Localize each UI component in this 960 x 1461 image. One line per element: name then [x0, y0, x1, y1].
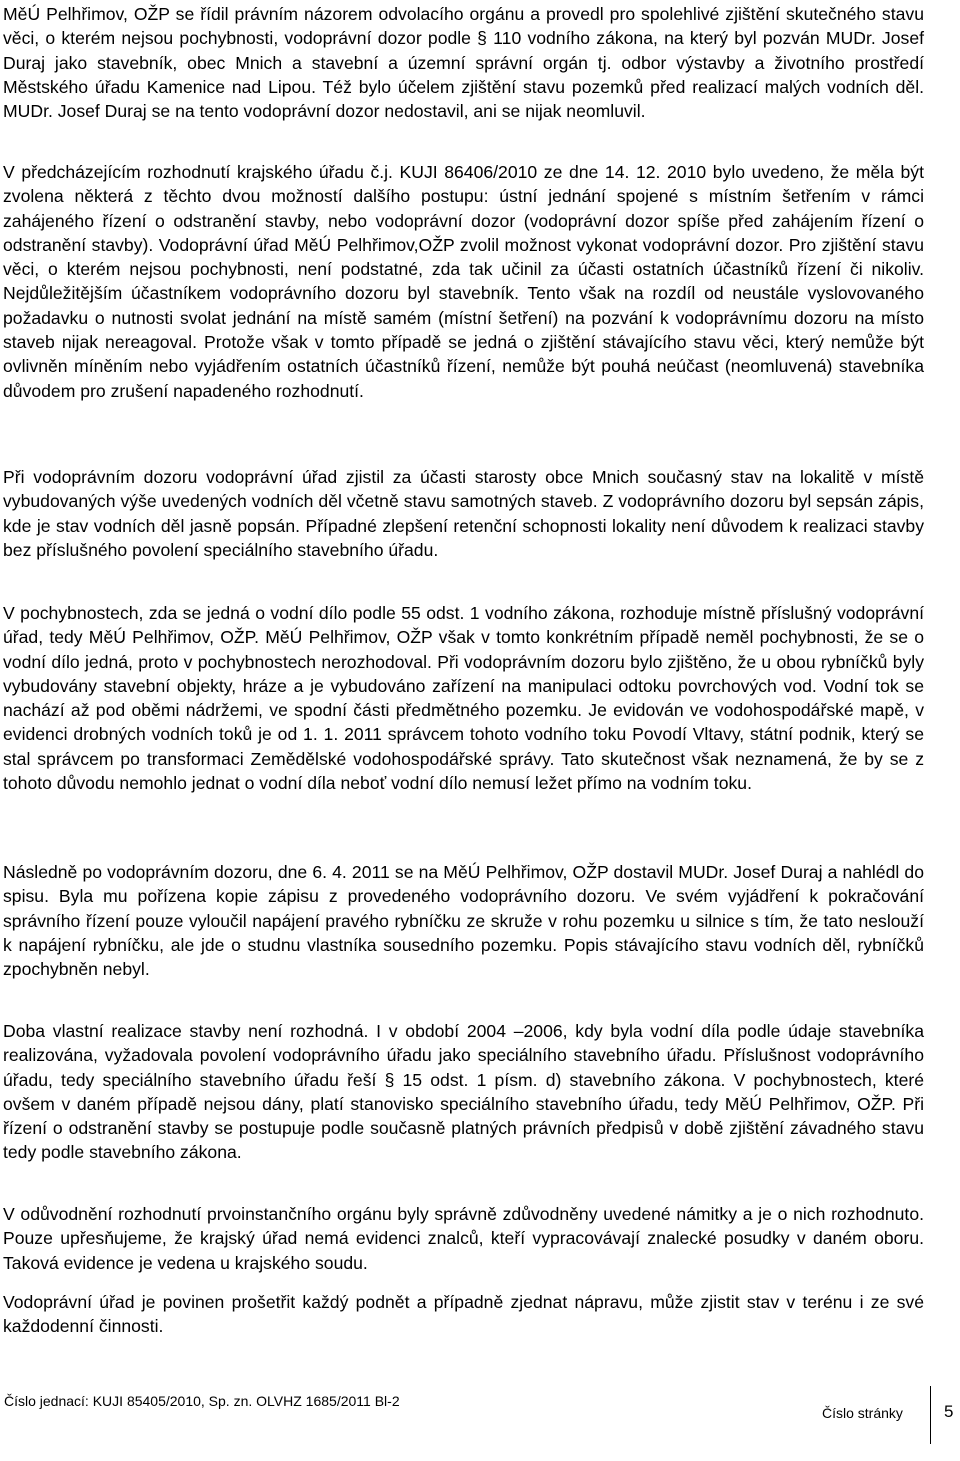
footer-page-number: 5 [944, 1402, 954, 1421]
footer-divider [930, 1386, 931, 1444]
footer-page-label: Číslo stránky [822, 1405, 903, 1421]
paragraph-1: MěÚ Pelhřimov, OŽP se řídil právním názorem odvolacího orgánu a provedl pro spolehlivé zjištění skutečného stavu věci, o kterém nejsou pochybnosti, vodoprávní dozor podle § 110 vodního zákona, na který byl pozván MUDr. Josef Duraj jako stavebník, obec Mnich a stavební a územní správní orgán tj. odbor výstavby a životního prostředí Městského úřadu Kamenice nad Lipou. Též bylo účelem zjištění stavu pozemků před realizací malých vodních děl. MUDr. Josef Duraj se na tento vodoprávní dozor nedostavil, ani se nijak neomluvil. [3, 4, 924, 122]
paragraph-3: Při vodoprávním dozoru vodoprávní úřad zjistil za účasti starosty obce Mnich současný stav na lokalitě v místě vybudovaných výše uvedených vodních děl včetně stavu samotných staveb. Z vodoprávního dozoru byl sepsán zápis, kde je stav vodních děl jasně popsán. Případné zlepšení retenční schopnosti lokality není důvodem k realizaci stavby bez příslušného povolení speciálního stavebního úřadu. [3, 467, 924, 560]
footer-reference: Číslo jednací: KUJI 85405/2010, Sp. zn. OLVHZ 1685/2011 Bl-2 [4, 1393, 400, 1409]
paragraph-7: V odůvodnění rozhodnutí prvoinstančního orgánu byly správně zdůvodněny uvedené námitky a je o nich rozhodnuto. Pouze upřesňujeme, že krajský úřad nemá evidenci znalců, kteří vypracovávají znalecké posudky v daném oboru. Taková evidence je vedena u krajského soudu. [3, 1204, 924, 1273]
page-footer [0, 1386, 960, 1446]
paragraph-5: Následně po vodoprávním dozoru, dne 6. 4. 2011 se na MěÚ Pelhřimov, OŽP dostavil MUDr. Josef Duraj a nahlédl do spisu. Byla mu pořízena kopie zápisu z provedeného vodoprávního dozoru. Ve svém vyjádření k pokračování správního řízení pouze vyloučil napájení pravého rybníčku ze skruže v rohu pozemku u silnice s tím, že tato neslouží k napájení rybníčku, ale jde o studnu vlastníka sousedního pozemku. Popis stávajícího stavu vodních děl, rybníčků zpochybněn nebyl. [3, 862, 924, 980]
paragraph-8: Vodoprávní úřad je povinen prošetřit každý podnět a případně zjednat nápravu, může zjistit stav v terénu i ze své každodenní činnosti. [3, 1292, 924, 1337]
paragraph-2: V předcházejícím rozhodnutí krajského úřadu č.j. KUJI 86406/2010 ze dne 14. 12. 2010 bylo uvedeno, že měla být zvolena některá z těchto dvou možností dalšího postupu: ústní jednání spojené s místním šetřením v rámci zahájeného řízení o odstranění stavby, nebo vodoprávní dozor (vodoprávní dozor spíše před zahájením řízení o odstranění stavby). Vodoprávní úřad MěÚ Pelhřimov,OŽP zvolil možnost vykonat vodoprávní dozor. Pro zjištění stavu věci, o kterém nejsou pochybnosti, není podstatné, zda tak učinil za účasti ostatních účastníků řízení či nikoliv. Nejdůležitějším účastníkem vodoprávního dozoru byl stavebník. Tento však na rozdíl od neustále vyslovovaného požadavku o nutnosti svolat jednání na místě samém (místní šetření) na pozvání k vodoprávnímu dozoru na místo staveb nijak nereagoval. Protože však v tomto případě se jedná o zjištění stávajícího stavu věci, který nemůže být ovlivněn míněním nebo vyjádřením ostatních účastníků řízení, nemůže být pouhá neúčast (neomluvená) stavebníka důvodem pro zrušení napadeného rozhodnutí. [3, 162, 924, 401]
paragraph-6: Doba vlastní realizace stavby není rozhodná. I v období 2004 –2006, kdy byla vodní díla podle údaje stavebníka realizována, vyžadovala povolení vodoprávního úřadu jako speciálního stavebního úřadu. Příslušnost vodoprávního úřadu, tedy speciálního stavebního úřadu řeší § 15 odst. 1 písm. d) stavebního zákona. V pochybnostech, které ovšem v daném případě nejsou dány, platí stanovisko speciálního stavebního úřadu, tedy MěÚ Pelhřimov, OŽP. Při řízení o odstranění stavby se postupuje podle současně platných právních předpisů v době zjištění závadného stavu tedy podle stavebního zákona. [3, 1021, 924, 1163]
paragraph-4: V pochybnostech, zda se jedná o vodní dílo podle 55 odst. 1 vodního zákona, rozhoduje místně příslušný vodoprávní úřad, tedy MěÚ Pelhřimov, OŽP. MěÚ Pelhřimov, OŽP však v tomto konkrétním případě neměl pochybnosti, že se o vodní dílo jedná, proto v pochybnostech nerozhodoval. Při vodoprávním dozoru bylo zjištěno, že u obou rybníčků byly vybudovány stavební objekty, hráze a je vybudováno zařízení na manipulaci odtoku povrchových vod. Vodní tok se nachází až pod oběmi nádržemi, ve spodní části předmětného pozemku. Je evidován ve vodohospodářské mapě, v evidenci drobných vodních toků je od 1. 1. 2011 správcem tohoto vodního toku Povodí Vltavy, státní podnik, který se stal správcem po transformaci Zemědělské vodohospodářské správy. Tato skutečnost však neznamená, že by se z tohoto důvodu nemohlo jednat o vodní díla neboť vodní dílo nemusí ležet přímo na vodním toku. [3, 603, 924, 794]
